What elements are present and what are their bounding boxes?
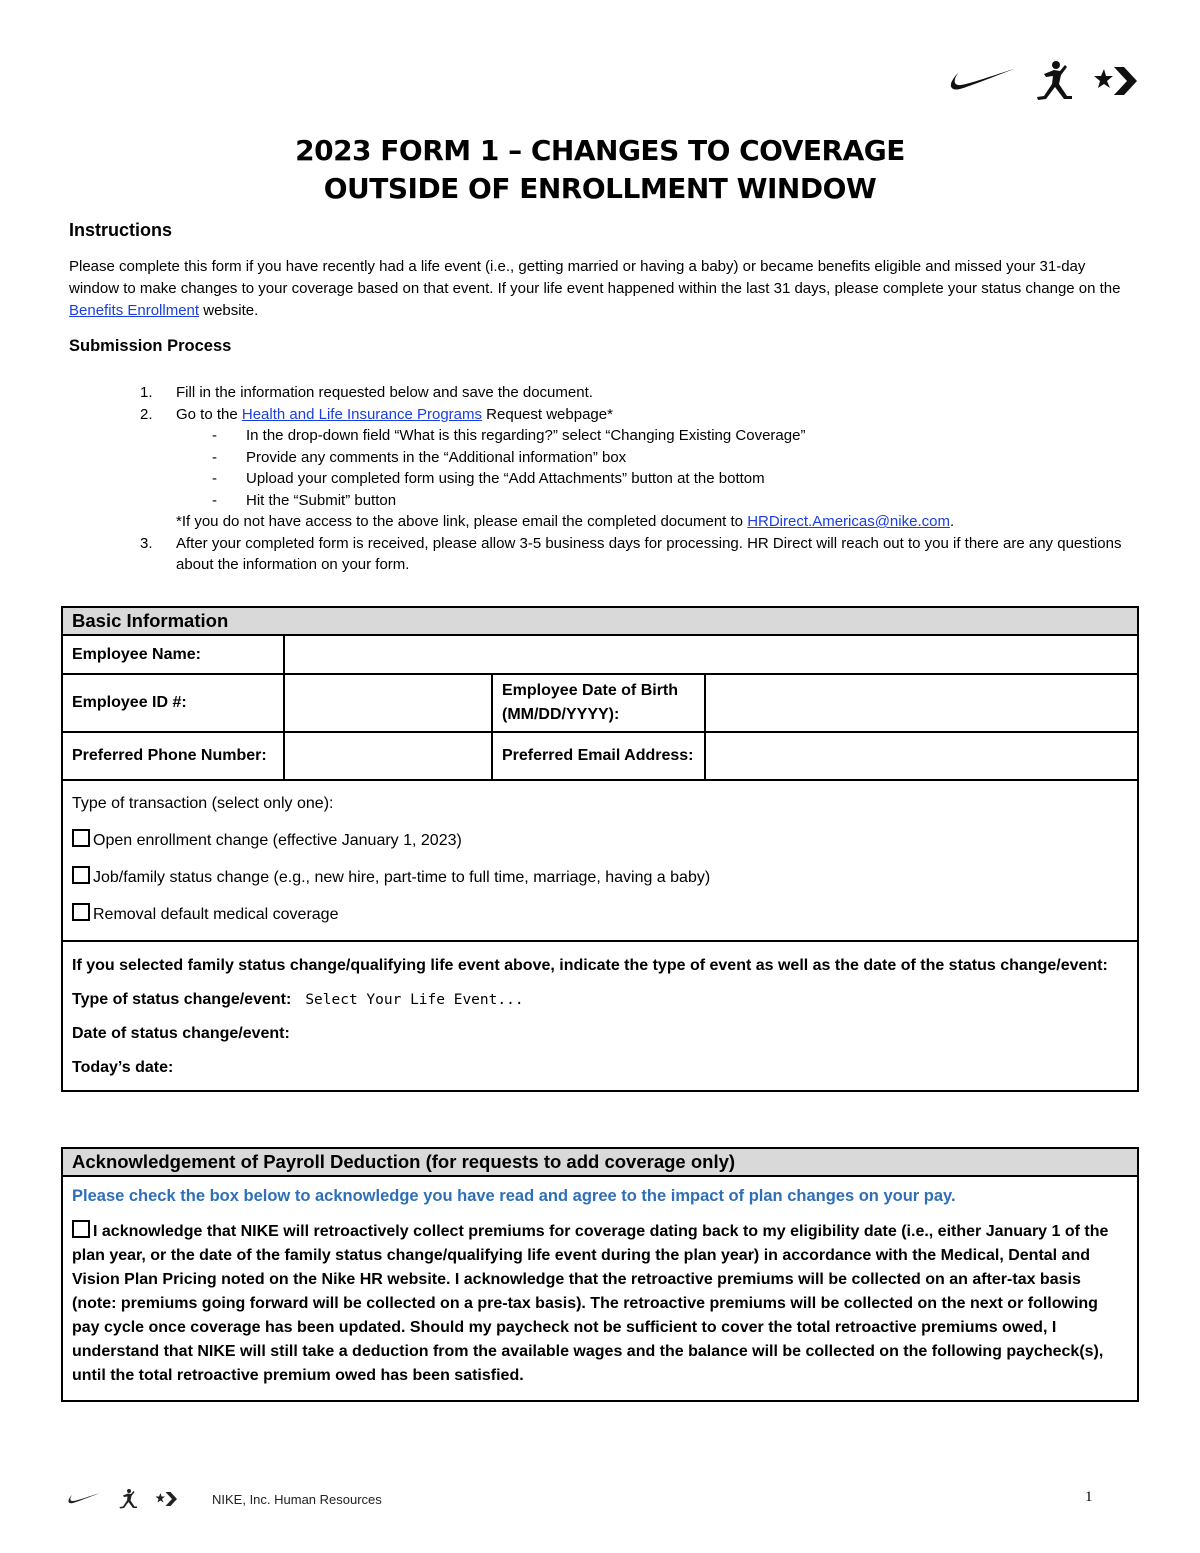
converse-chevron-icon [1092,65,1138,97]
transaction-section [62,780,1138,941]
checkbox[interactable] [72,903,90,921]
event-date-label: Date of status change/event: [72,1025,290,1042]
submission-heading: Submission Process [69,337,232,355]
event-type-label: Type of status change/event: [72,991,292,1008]
employee-name-field[interactable] [284,635,1138,674]
ack-instruction: Please check the box below to acknowledge you have read and agree to the impact of plan changes on your pay. [72,1187,956,1205]
option-job-family-change [72,866,1128,889]
bullet-text: In the drop-down field “What is this regarding?” select “Changing Existing Coverage” [246,427,806,444]
life-event-dropdown[interactable]: Select Your Life Event... [305,992,524,1008]
email-field[interactable] [705,732,1138,780]
health-life-insurance-link[interactable]: Health and Life Insurance Programs [241,405,483,423]
option-removal-default [72,903,1128,926]
bullet-item: - Upload your completed form using the “Add Attachments” button at the bottom [212,470,765,487]
swoosh-icon [66,1491,102,1507]
submission-steps [140,382,1130,576]
acknowledgement-table [61,1147,1139,1402]
step-1 [140,382,1130,404]
page-number: 1 [1085,1489,1093,1505]
dob-label: Employee Date of Birth (MM/DD/YYYY): [492,674,705,732]
header-logos [948,60,1138,102]
ack-body [62,1176,1138,1401]
jumpman-icon [118,1488,138,1510]
employee-id-label: Employee ID #: [62,674,284,732]
instructions-text: Please complete this form if you have recently had a life event (i.e., getting married or having a baby) or became benefits eligible and missed your 31-day window to make changes to your coverage based on that event. If your life event happened within the last 31 days, please complete your status change on the [69,258,1121,297]
title-line-1: 2023 FORM 1 – CHANGES TO COVERAGE [295,134,905,167]
benefits-enrollment-link[interactable]: Benefits Enrollment [69,302,200,319]
option-label: Open enrollment change (effective January 1, 2023) [93,832,462,849]
note-period: . [949,513,955,530]
page-title [0,132,1200,208]
step-text-end: Request webpage* [482,405,613,423]
option-open-enrollment [72,829,1128,852]
step-number: 3. [140,534,153,552]
bullet-item: - In the drop-down field “What is this regarding?” select “Changing Existing Coverage” [212,427,806,444]
option-label: Job/family status change (e.g., new hire, part-time to full time, marriage, having a baby) [93,869,711,886]
step-text: Fill in the information requested below and save the document. [176,384,593,401]
instructions-text-end: website. [199,302,259,319]
note-text: *If you do not have access to the above link, please email the completed document to [176,513,748,530]
phone-label: Preferred Phone Number: [62,732,284,780]
title-line-2: OUTSIDE OF ENROLLMENT WINDOW [323,172,877,205]
hr-direct-email-link[interactable]: HRDirect.Americas@nike.com [747,513,950,530]
event-section [62,941,1138,1091]
dob-field[interactable] [705,674,1138,732]
employee-name-label: Employee Name: [62,635,284,674]
ack-checkbox[interactable] [72,1220,90,1238]
jumpman-icon [1034,60,1074,102]
basic-info-header: Basic Information [62,607,1138,635]
access-note [140,511,1130,533]
bullet-item: - Provide any comments in the “Additional information” box [212,448,627,466]
step-number: 1. [140,384,153,401]
step-2 [140,404,1130,426]
footer-text: NIKE, Inc. Human Resources [212,1491,382,1507]
checkbox[interactable] [72,829,90,847]
ack-statement [72,1220,1128,1388]
email-label: Preferred Email Address: [492,732,705,780]
employee-id-field[interactable] [284,674,492,732]
swoosh-icon [948,65,1016,97]
step-text: After your completed form is received, please allow 3-5 business days for processing. HR Direct will reach out to you if there are any questions about the information on your form. [176,534,1122,573]
converse-chevron-icon [154,1491,178,1507]
basic-information-table [61,606,1139,1092]
today-date-label: Today’s date: [72,1059,174,1076]
event-type-row [72,988,1128,1012]
event-intro: If you selected family status change/qualifying life event above, indicate the type of event as well as the date of the status change/event: [72,957,1108,974]
phone-field[interactable] [284,732,492,780]
instructions-heading: Instructions [69,220,173,240]
bullet-text: Upload your completed form using the “Add Attachments” button at the bottom [246,470,765,487]
step-text: Go to the [176,405,242,423]
bullet-item: - Hit the “Submit” button [212,491,397,509]
checkbox[interactable] [72,866,90,884]
instructions-paragraph [69,256,1129,322]
transaction-label: Type of transaction (select only one): [72,795,334,812]
step-number: 2. [140,405,153,423]
ack-text: I acknowledge that NIKE will retroactively collect premiums for coverage dating back to my eligibility date (i.e., either January 1 of the plan year, or the date of the family status change/qualifying life event during the plan year) in accordance with the Medical, Dental and Vision Plan Pricing noted on the Nike HR website. I acknowledge that the retroactive premiums will be collected on an after-tax basis (note: premiums going forward will be collected on a pre-tax basis). The retroactive premiums will be collected on the next or following pay cycle once coverage has been updated. Should my paycheck not be sufficient to cover the total retroactive premiums owed, I understand that NIKE will still take a deduction from the available wages and the balance will be collected on the following paycheck(s), until the total retroactive premium owed has been satisfied. [72,1223,1109,1384]
ack-header: Acknowledgement of Payroll Deduction (for requests to add coverage only) [62,1148,1138,1176]
option-label: Removal default medical coverage [93,906,339,923]
bullet-text: Provide any comments in the “Additional information” box [246,448,627,466]
footer [66,1488,382,1510]
bullet-text: Hit the “Submit” button [246,491,397,509]
step-3 [140,533,1130,576]
